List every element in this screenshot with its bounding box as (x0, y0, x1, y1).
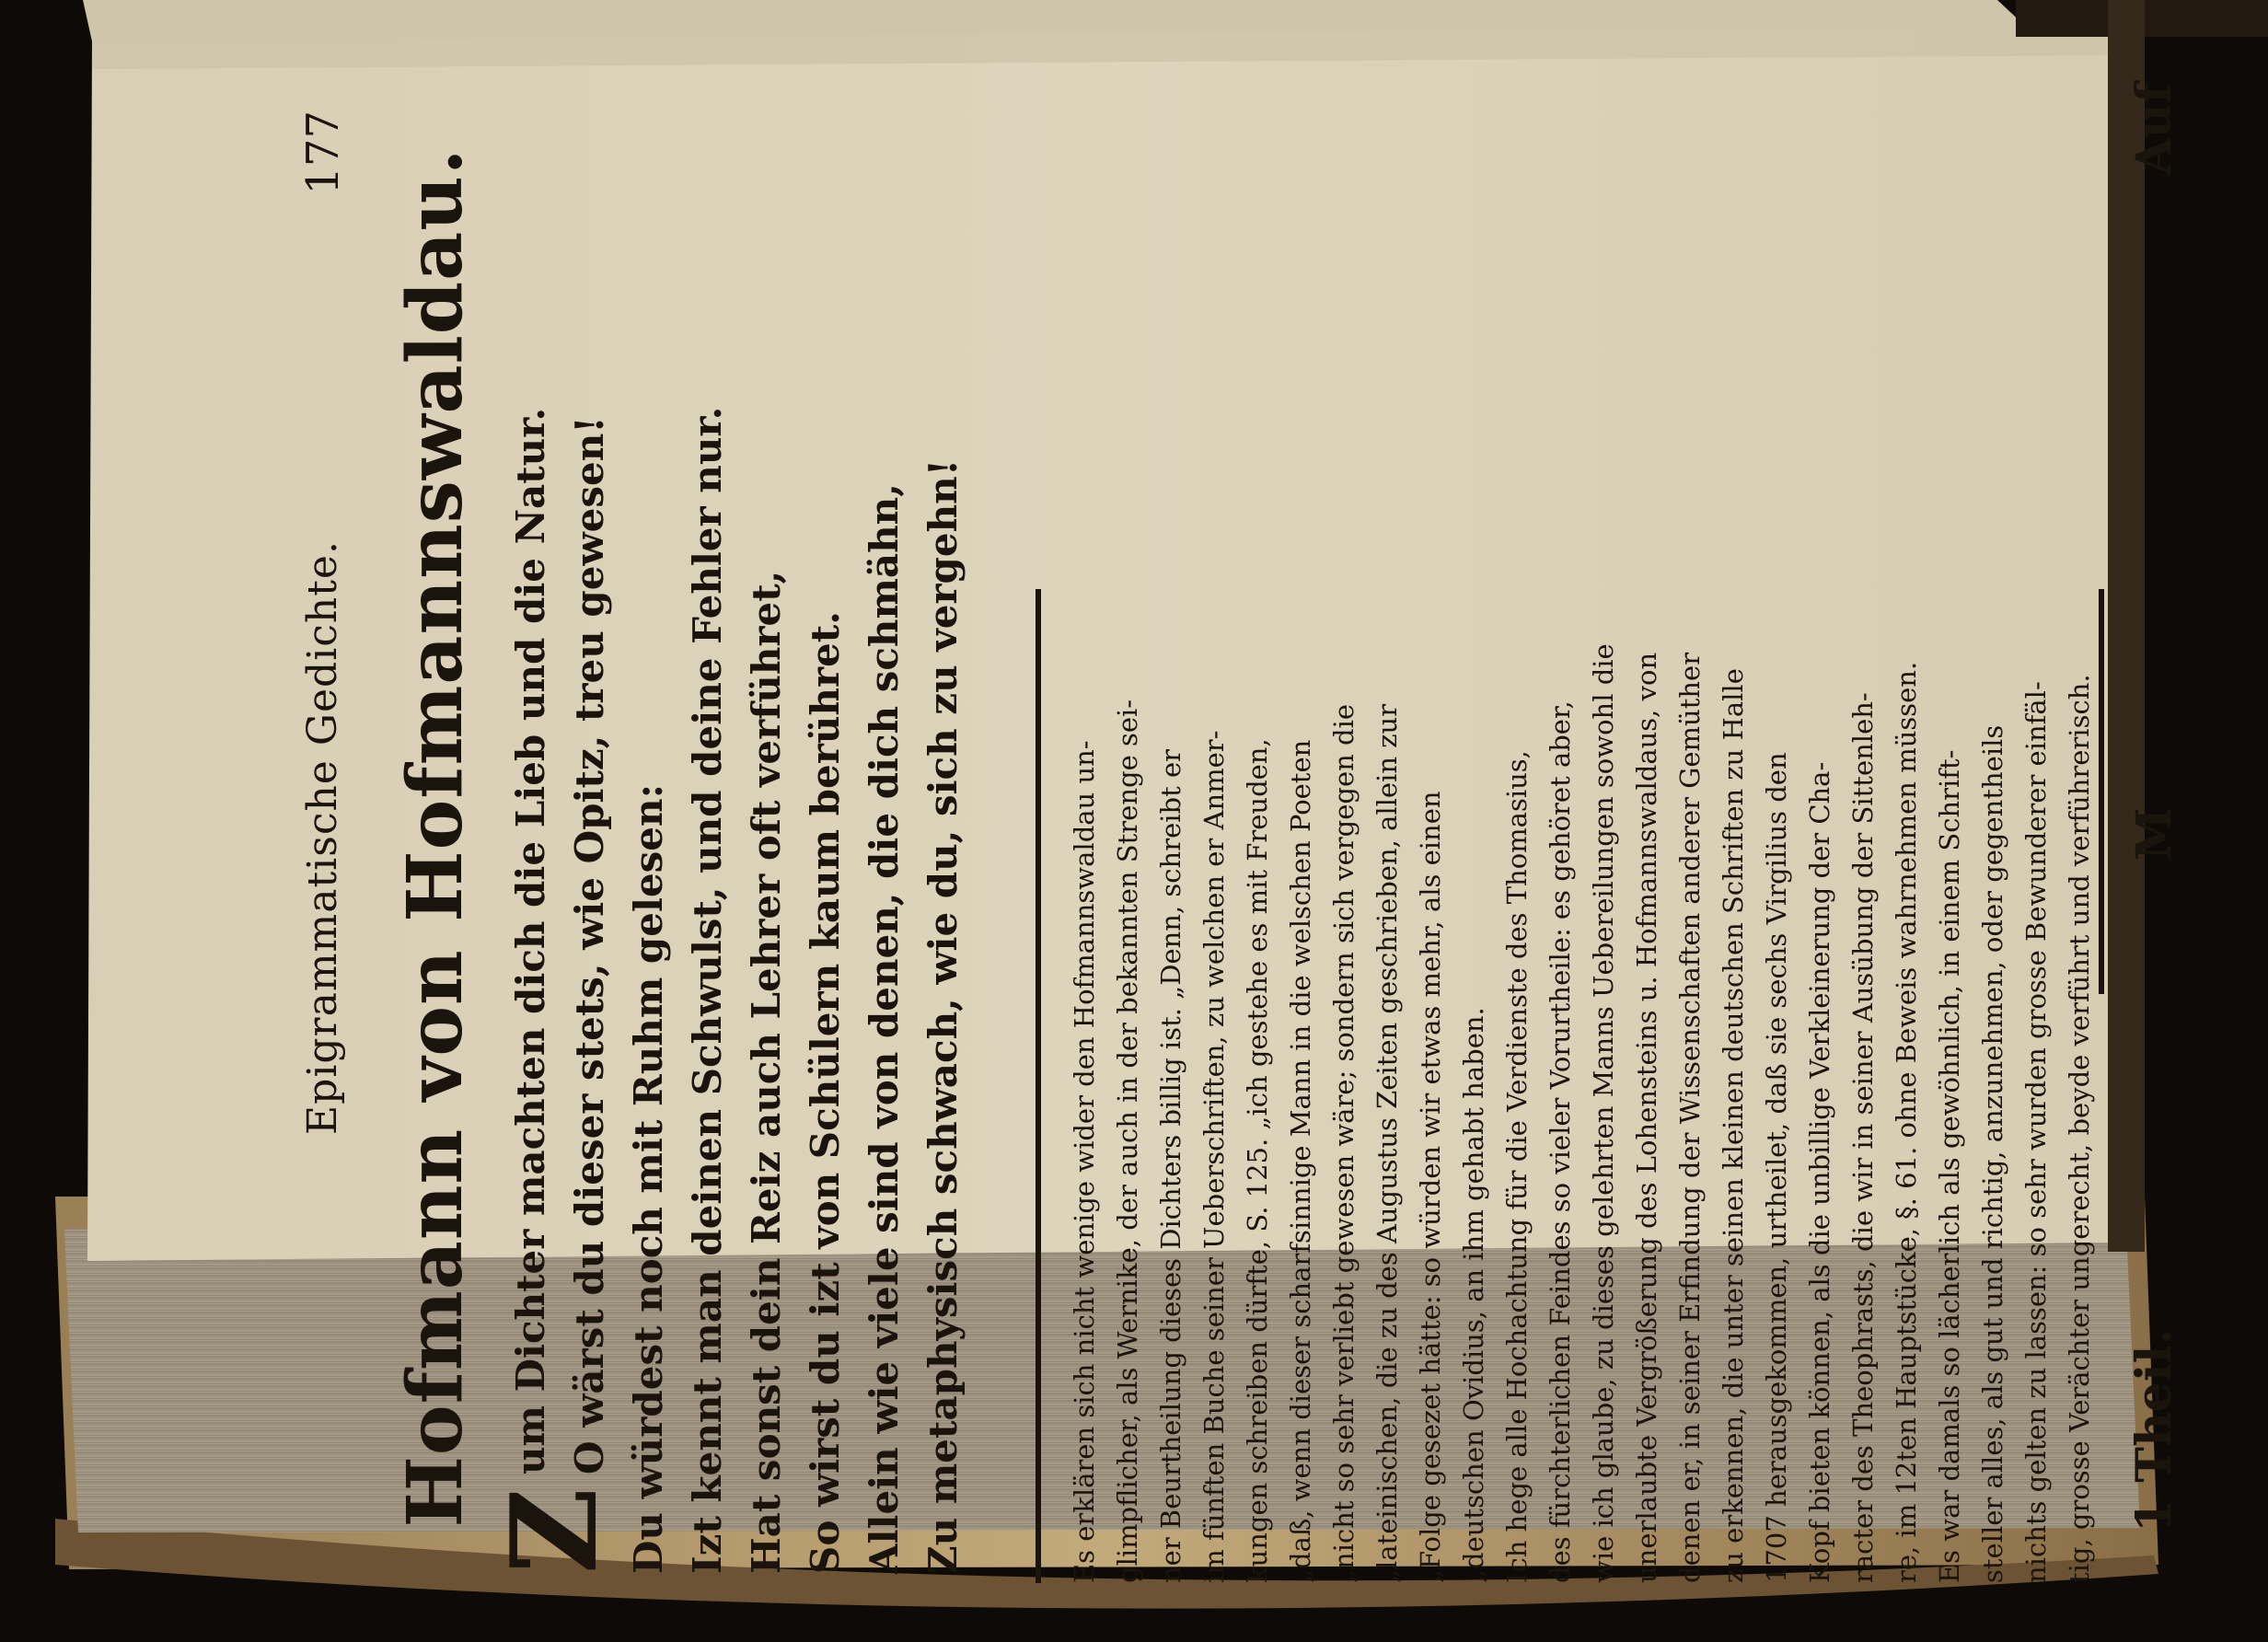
signature-mark: 1 Theil. (2126, 1328, 2182, 1532)
section-rule (1036, 589, 1041, 1583)
prose-line: glimpflicher, als Wernike, der auch in der bekannten Strenge sei- (1112, 699, 1143, 1583)
poem-line: Izt kennt man deinen Schwulst, und deine Fehler nur. (685, 406, 730, 1574)
prose-line: „deutschen Ovidius, an ihm gehabt haben. (1458, 1007, 1489, 1583)
commentary-prose (1063, 74, 2101, 1583)
prose-line: „Folge gesezet hätte: so würden wir etwas mehr, als einen (1415, 791, 1446, 1583)
prose-line: ner Beurtheilung dieses Dichters billig ist. „Denn, schreibt er (1155, 749, 1186, 1583)
prose-line: wie ich glaube, zu dieses gelehrten Manns Uebereilungen sowohl die (1588, 643, 1619, 1583)
poem-line: Du würdest noch mit Ruhm gelesen: (626, 783, 671, 1574)
prose-line: Ich hege alle Hochachtung für die Verdienste des Thomasius, (1501, 750, 1533, 1583)
prose-line: denen er, in seiner Erfindung der Wissenschaften anderer Gemüther (1674, 652, 1706, 1583)
poem-line: Zu metaphysisch schwach, wie du, sich zu vergehn! (920, 458, 966, 1574)
prose-line: „lateinischen, die zu des Augustus Zeiten geschrieben, allein zur (1371, 703, 1403, 1583)
gathering-mark: M (2126, 807, 2182, 861)
prose-line: 1707 herausgekommen, urtheilet, daß sie sechs Virgilius den (1761, 752, 1792, 1583)
prose-line: unerlaubte Vergrößerung des Lohensteins u. Hofmannswaldaus, von (1631, 652, 1662, 1583)
poem-line: Allein wie viele sind von denen, die dich schmähn, (862, 483, 907, 1574)
prose-line: „nicht so sehr verliebt gewesen wäre; sondern sich vergegen die (1328, 703, 1360, 1583)
rotated-page-text (281, 55, 2268, 1620)
prose-line: kungen schreiben dürfte, S. 125. „ich gestehe es mit Freuden, (1242, 738, 1273, 1583)
poem-line: um Dichter machten dich die Lieb und die Natur. (508, 407, 553, 1474)
drop-cap: Z (486, 1487, 624, 1574)
prose-line: zu erkennen, die unter seinen kleinen deutschen Schriften zu Halle (1718, 668, 1749, 1583)
running-head (281, 55, 373, 1620)
prose-line: „daß, wenn dieser scharfsinnige Mann in die welschen Poeten (1285, 739, 1316, 1583)
poem-heading: Hofmann von Hofmannswaldau. (391, 147, 480, 1528)
page-footer (2108, 55, 2218, 1620)
poem-line: Hat sonst dein Reiz auch Lehrer oft verführet, (744, 570, 789, 1574)
prose-line: Kopf bieten können, als die unbillige Verkleinerung der Cha- (1804, 761, 1835, 1583)
poem (486, 83, 973, 1574)
running-head-title: Epigrammatische Gedichte. (299, 540, 346, 1135)
poem-line: So wirst du izt von Schülern kaum berühret. (803, 611, 848, 1574)
prose-line: nichts gelten zu lassen: so sehr wurden grosse Bewunderer einfäl- (2020, 681, 2052, 1583)
poem-line: O wärst du dieser stets, wie Opitz, treu gewesen! (567, 416, 612, 1474)
catchword: Auf (2126, 83, 2182, 176)
prose-line: Es erklären sich nicht wenige wider den Hofmannswaldau un- (1069, 740, 1100, 1583)
page-number: 177 (297, 110, 349, 195)
prose-line: Es war damals so lächerlich als gewöhnlich, in einem Schrift- (1934, 749, 1965, 1583)
prose-line: des fürchterlichen Feindes so vieler Vorurtheile: es gehöret aber, (1545, 700, 1576, 1583)
prose-line: racter des Theophrasts, die wir in seiner Ausübung der Sittenleh- (1847, 692, 1879, 1583)
footer-rule (2099, 589, 2104, 994)
prose-line: steller alles, als gut und richtig, anzunehmen, oder gegentheils (1977, 724, 2008, 1583)
prose-line: im fünften Buche seiner Ueberschriften, zu welchen er Anmer- (1198, 730, 1230, 1583)
prose-line: re, im 12ten Hauptstücke, §. 61. ohne Beweis wahrnehmen müssen. (1891, 661, 1922, 1583)
prose-line: tig, grosse Verächter ungerecht, beyde verführt und verführerisch. (2064, 674, 2095, 1583)
